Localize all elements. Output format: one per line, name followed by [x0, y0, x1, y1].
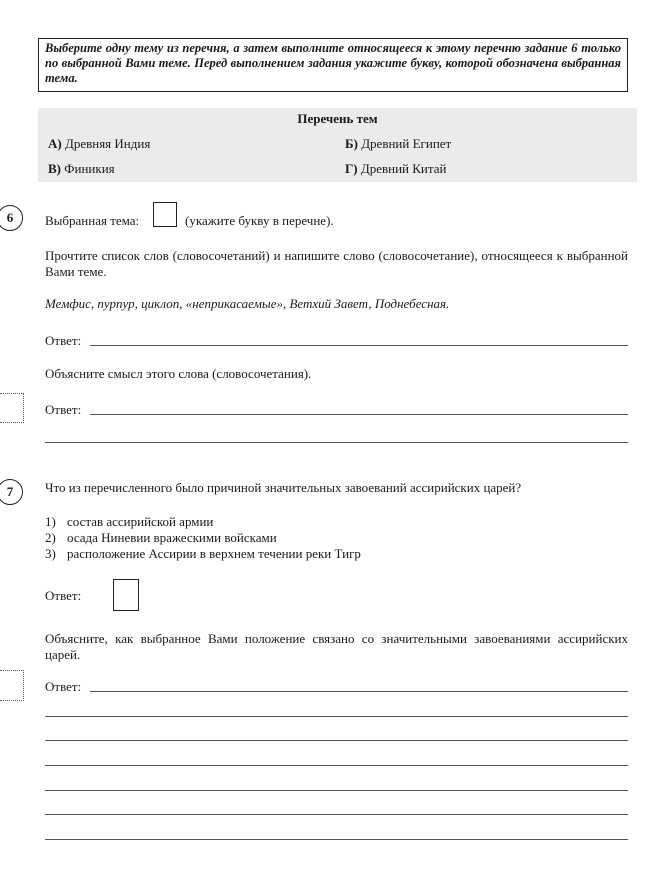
topic-name: Древний Китай [360, 161, 447, 176]
topic-letter: А) [48, 136, 62, 151]
topic-name: Финикия [64, 161, 115, 176]
topic-letter: В) [48, 161, 61, 176]
option-number: 2) [45, 530, 56, 545]
q7-explain-text: Объясните, как выбранное Вами положение связано со значительными завоеваниями ассирийских царей. [45, 631, 628, 662]
q6-answer-line-3[interactable] [45, 442, 628, 443]
option-text: состав ассирийской армии [67, 514, 214, 529]
q7-answer-line[interactable] [90, 691, 628, 692]
topics-title: Перечень тем [297, 111, 378, 126]
q7-answer-line-5[interactable] [45, 790, 628, 791]
topic-g [345, 161, 446, 177]
q7-answer-box[interactable] [113, 579, 139, 611]
topic-letter: Г) [345, 161, 358, 176]
q7-option-2 [45, 530, 277, 546]
q6-score-box [0, 393, 24, 423]
q7-answer-line-6[interactable] [45, 814, 628, 815]
q7-question-text: Что из перечисленного было причиной значительных завоеваний ассирийских царей? [45, 480, 522, 495]
q7-answer-line-4[interactable] [45, 765, 628, 766]
topics-panel [38, 108, 637, 182]
chosen-topic-label: Выбранная тема: [45, 213, 140, 228]
q7-answer-label-2: Ответ: [45, 679, 82, 694]
chosen-topic-hint: (укажите букву в перечне). [185, 213, 334, 228]
q6-word-list: Мемфис, пурпур, циклоп, «неприкасаемые», Ветхий Завет, Поднебесная. [45, 296, 450, 311]
q6-task-text: Прочтите список слов (словосочетаний) и напишите слово (словосочетание), относящееся к выбранной Вами теме. [45, 248, 628, 279]
option-text: расположение Ассирии в верхнем течении реки Тигр [67, 546, 361, 561]
q6-answer-line[interactable] [90, 345, 628, 346]
q7-answer-line-7[interactable] [45, 839, 628, 840]
chosen-topic-input[interactable] [153, 202, 177, 227]
q7-answer-line-3[interactable] [45, 740, 628, 741]
topic-letter: Б) [345, 136, 358, 151]
q7-score-box [0, 670, 24, 701]
question-6-number: 6 [0, 205, 23, 231]
topic-name: Древняя Индия [64, 136, 151, 151]
q6-answer-line-2[interactable] [90, 414, 628, 415]
option-text: осада Ниневии вражескими войсками [67, 530, 277, 545]
q7-option-1 [45, 514, 213, 530]
topic-a [48, 136, 150, 152]
topic-v [48, 161, 115, 177]
instruction-text: Выберите одну тему из перечня, а затем выполните относящееся к этому перечню задание 6 только по выбранной Вами теме. Перед выполнением задания укажите букву, которой обозначена выбранная тема. [45, 41, 621, 85]
instruction-box [38, 38, 628, 92]
topic-name: Древний Египет [361, 136, 452, 151]
q7-answer-line-2[interactable] [45, 716, 628, 717]
question-7-number: 7 [0, 479, 23, 505]
option-number: 3) [45, 546, 56, 561]
q6-answer-label-2: Ответ: [45, 402, 82, 417]
topic-b [345, 136, 451, 152]
option-number: 1) [45, 514, 56, 529]
q7-answer-label: Ответ: [45, 588, 82, 603]
q6-explain-text: Объясните смысл этого слова (словосочетания). [45, 366, 312, 381]
q7-option-3 [45, 546, 361, 562]
q6-answer-label: Ответ: [45, 333, 82, 348]
